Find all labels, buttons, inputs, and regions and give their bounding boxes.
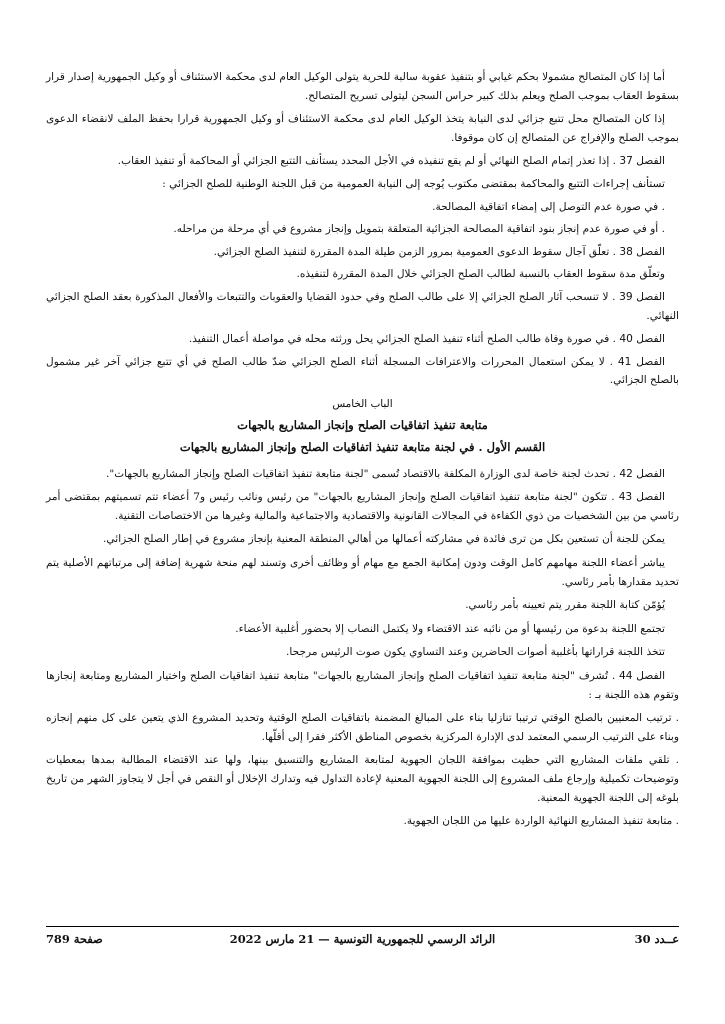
article-body bbox=[46, 68, 679, 836]
article-number: الفصل 44 bbox=[619, 670, 666, 683]
article-text: . تتكون "لجنة متابعة تنفيذ اتفاقيات الصلح وإنجاز المشاريع بالجهات" من رئيس ونائب رئيس و7 أعضاء تتم تسميتهم بمقتضى أمر رئاسي من بين الشخصيات من ذوي الكفاءة في المجالات القانونية والاقتصادية والاجتماعية والمالية وغيرها من الاختصاصات التقنية. bbox=[46, 491, 679, 522]
part-title: الباب الخامس bbox=[332, 397, 393, 410]
article-44 bbox=[46, 667, 679, 704]
list-item: . ترتيب المعنيين بالصلح الوقتي ترتيبا تنازليا بناء على المبالغ المضمنة باتفاقيات الصلح الوقتية وتحديد المشروع الذي يتعين على كل منهم إنجازه وبناء على الترتيب الرسمي المعتمد لدى الإدارة المركزية بخصوص المناطق الأكثر فقرا إلى أقلّها. bbox=[46, 712, 679, 743]
part-heading: متابعة تنفيذ اتفاقيات الصلح وإنجاز المشاريع بالجهات bbox=[237, 417, 488, 432]
paragraph: يُؤمّن كتابة اللجنة مقرر يتم تعيينه بأمر رئاسي. bbox=[465, 599, 665, 612]
article-41 bbox=[46, 353, 679, 390]
article-number: الفصل 42 bbox=[619, 467, 665, 480]
article-43 bbox=[46, 488, 679, 525]
article-number: الفصل 37 bbox=[619, 155, 665, 168]
article-text: . لا تنسحب آثار الصلح الجزائي إلا على طالب الصلح وفي حدود القضايا والعقوبات والتتبعات والأفعال المذكورة بعقد الصلح الجزائي النهائي. bbox=[46, 290, 679, 322]
paragraph: تستأنف إجراءات التتبع والمحاكمة بمقتضى مكتوب يُوجه إلى النيابة العمومية من قبل اللجنة الوطنية للصلح الجزائي : bbox=[162, 177, 665, 190]
article-text: . تعلّق آجال سقوط الدعوى العمومية بمرور الزمن طيلة المدة المقررة لتنفيذ الصلح الجزائي. bbox=[213, 245, 620, 258]
article-number: الفصل 41 bbox=[617, 355, 665, 368]
paragraph: تجتمع اللجنة بدعوة من رئيسها أو من نائبه عند الاقتضاء ولا يكتمل النصاب إلا بحضور أغلبية الأعضاء. bbox=[235, 622, 665, 635]
article-42 bbox=[46, 465, 679, 484]
article-text: . لا يمكن استعمال المحررات والاعترافات المسجلة أثناء الصلح الجزائي ضدّ طالب الصلح في أي تتبع جزائي آخر غير مشمول بالصلح الجزائي. bbox=[46, 355, 679, 387]
article-40 bbox=[46, 330, 679, 349]
footer-divider bbox=[46, 926, 679, 927]
article-text: . إذا تعذر إتمام الصلح النهائي أو لم يقع تنفيذه في الأجل المحدد يستأنف التتبع الجزائي أو المحاكمة أو تنفيذ العقاب. bbox=[117, 155, 620, 168]
article-text: . تُشرف "لجنة متابعة تنفيذ اتفاقيات الصلح وإنجاز المشاريع بالجهات" متابعة تنفيذ اتفاقيات الصلح واختيار المشاريع ومتابعة إنجازها وتقوم هذه اللجنة بـ : bbox=[46, 670, 679, 701]
issue-number: عــدد 30 bbox=[634, 932, 679, 946]
list-item: . تلقي ملفات المشاريع التي حظيت بموافقة اللجان الجهوية لمتابعة المشاريع والتنسيق بينها، ولها عند الاقتضاء المطالبة بمدها بمعطيات وتوضيحات تكميلية وإرجاع ملف المشروع إلى اللجنة الجهوية المعنية لإعادة التداول فيه وتدارك الإخلال أو النقص في أجل لا يتجاوز الشهر من تاريخ بلوغه إلى اللجنة الجهوية المعنية. bbox=[46, 754, 679, 804]
paragraph: وتعلّق مدة سقوط العقاب بالنسبة لطالب الصلح الجزائي خلال المدة المقررة لتنفيذه. bbox=[296, 268, 665, 281]
article-text: . تحدث لجنة خاصة لدى الوزارة المكلفة بالاقتصاد تُسمى "لجنة متابعة تنفيذ اتفاقيات الصلح وإنجاز المشاريع بالجهات". bbox=[105, 467, 620, 480]
paragraph: أما إذا كان المتصالح مشمولا بحكم غيابي أو بتنفيذ عقوبة سالبة للحرية يتولى الوكيل العام لدى محكمة الاستئناف أو وكيل الجمهورية إصدار قرار بسقوط العقاب بموجب الصلح ويعلم بذلك كبير حراس السجن ليتولى تسريح المتصالح. bbox=[46, 71, 679, 102]
article-39 bbox=[46, 288, 679, 325]
paragraph: تتخذ اللجنة قراراتها بأغلبية أصوات الحاضرين وعند التساوي يكون صوت الرئيس مرجحا. bbox=[286, 646, 665, 659]
paragraph: إذا كان المتصالح محل تتبع جزائي لدى النيابة يتخذ الوكيل العام لدى محكمة الاستئناف أو وكيل الجمهورية قرارا بحفظ الملف لانقضاء الدعوى بموجب الصلح والإفراج عن المتصالح إن كان موقوفا. bbox=[46, 113, 679, 144]
paragraph: يباشر أعضاء اللجنة مهامهم كامل الوقت ودون إمكانية الجمع مع مهام أو وظائف أخرى وتسند لهم منحة شهرية إضافة إلى مرتباتهم الأصلية يتم تحديد مقدارها بأمر رئاسي. bbox=[46, 557, 679, 588]
gazette-title: الرائد الرسمي للجمهورية التونسية — 21 مارس 2022 bbox=[229, 932, 496, 946]
list-item: . أو في صورة عدم إنجاز بنود اتفاقية المصالحة الجزائية المتعلقة بتمويل وإنجاز مشروع في أي مرحلة من مراحله. bbox=[173, 223, 665, 236]
article-38 bbox=[46, 243, 679, 262]
list-item: . في صورة عدم التوصل إلى إمضاء اتفاقية المصالحة. bbox=[432, 200, 665, 213]
page-number: صفحة 789 bbox=[46, 932, 103, 946]
article-number: الفصل 39 bbox=[619, 290, 665, 303]
page-footer bbox=[46, 932, 679, 952]
article-37 bbox=[46, 152, 679, 171]
article-number: الفصل 38 bbox=[619, 245, 665, 258]
article-number: الفصل 43 bbox=[618, 491, 666, 504]
article-number: الفصل 40 bbox=[619, 333, 665, 346]
section-heading: القسم الأول . في لجنة متابعة تنفيذ اتفاقيات الصلح وإنجاز المشاريع بالجهات bbox=[179, 440, 546, 455]
list-item: . متابعة تنفيذ المشاريع النهائية الواردة عليها من اللجان الجهوية. bbox=[403, 815, 679, 828]
article-text: . في صورة وفاة طالب الصلح أثناء تنفيذ الصلح الجزائي يحل ورثته محله في مواصلة أعمال التنفيذ. bbox=[188, 333, 620, 346]
paragraph: يمكن للجنة أن تستعين بكل من ترى فائدة في مشاركته أعمالها من أهالي المنطقة المعنية بإنجاز مشروع في إطار الصلح الجزائي. bbox=[103, 533, 665, 546]
